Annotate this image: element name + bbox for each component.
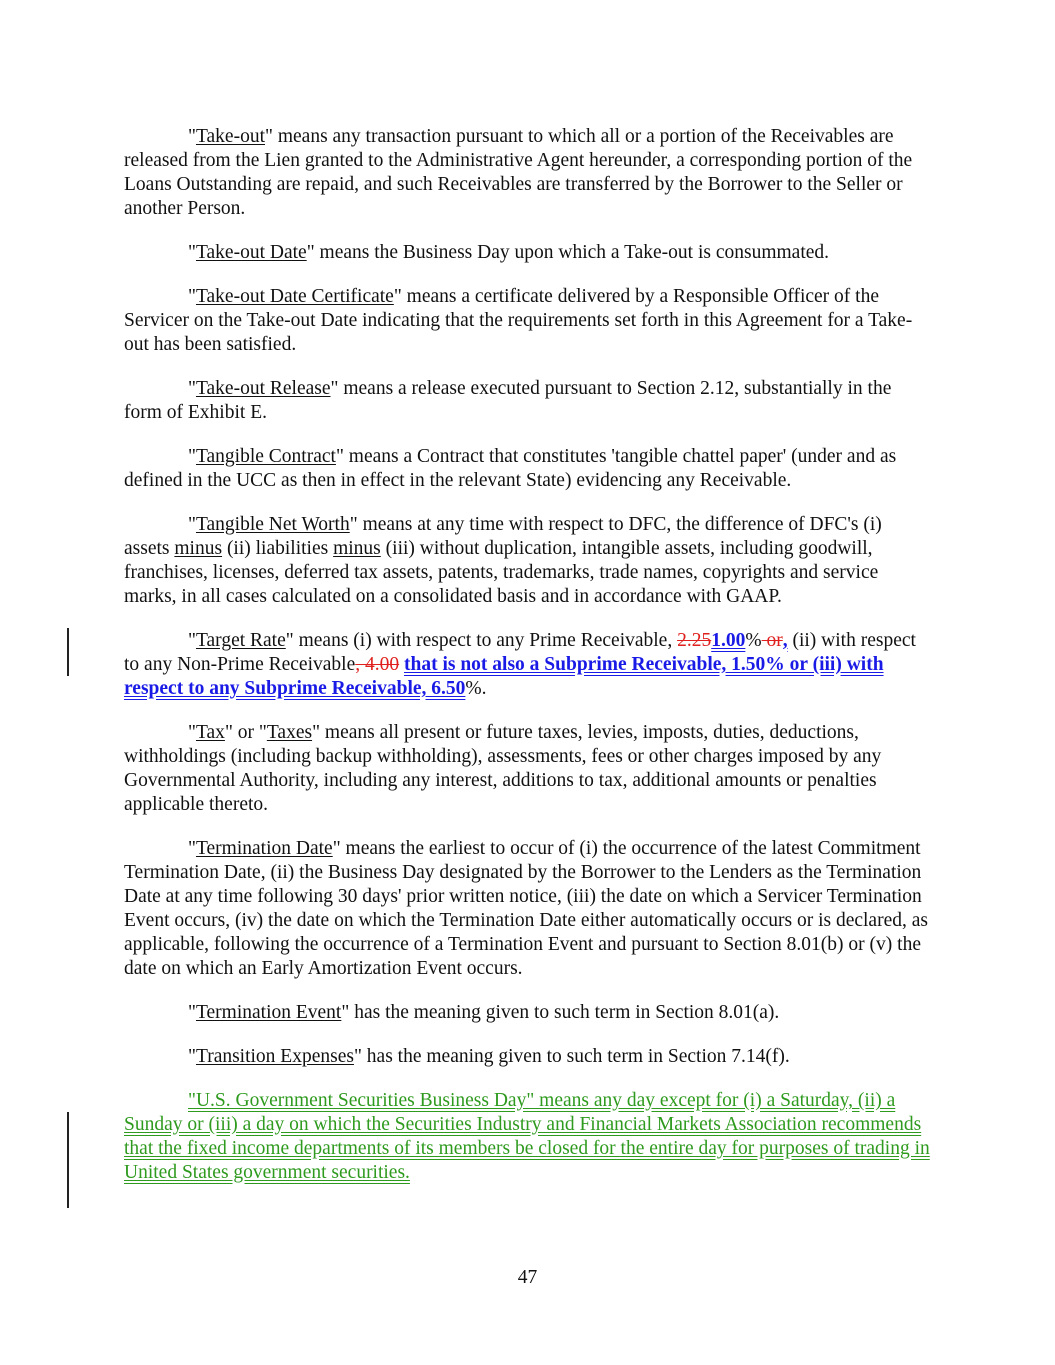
text-segment: " means at any time with respect to DFC, the difference of DFC's (i) assets xyxy=(124,514,882,559)
definition-tax xyxy=(124,721,930,817)
text-segment: % xyxy=(745,630,762,651)
inserted-text: that is not also a Subprime Receivable, 1.50% or (iii) with respect to any Subprime Receivable, 6.50 xyxy=(124,654,884,699)
defined-term: Tangible Net Worth xyxy=(195,514,350,535)
definition-target-rate xyxy=(124,629,930,701)
text-segment: " means all present or future taxes, levies, imposts, duties, deductions, withholdings (including backup withholding), assessments, fees or other charges imposed by any Governmental Authority, including any interest, additions to tax, additional amounts or penalties applicable thereto. xyxy=(124,722,882,815)
definition-take-out-release xyxy=(124,377,930,425)
text-segment: " xyxy=(188,722,196,743)
text-segment: " xyxy=(188,1002,196,1023)
defined-term: Take-out Date Certificate xyxy=(195,286,394,307)
text-segment: " means (i) with respect to any Prime Receivable, xyxy=(285,630,678,651)
defined-term: Termination Event xyxy=(195,1002,342,1023)
inserted-text: 1.00 xyxy=(711,630,746,651)
defined-term: minus xyxy=(174,538,223,559)
text-segment: %. xyxy=(465,678,487,699)
text-segment: " xyxy=(188,378,196,399)
text-segment: (iii) without duplication, intangible assets, including goodwill, franchises, licenses, deferred tax assets, patents, trademarks, trade names, copyrights and service marks, in all cases calculated on a consolidated basis and in accordance with GAAP. xyxy=(124,538,879,607)
defined-term: Tax xyxy=(195,722,225,743)
definition-tangible-net-worth xyxy=(124,513,930,609)
text-segment: " or " xyxy=(224,722,267,743)
definition-take-out-date xyxy=(124,241,930,265)
deleted-text: or xyxy=(761,630,783,651)
defined-term: Transition Expenses xyxy=(195,1046,354,1067)
text-segment: " means a release executed pursuant to Section 2.12, substantially in the form of Exhibit E. xyxy=(124,378,892,423)
defined-term: Take-out Date xyxy=(195,242,307,263)
inserted-text: , xyxy=(782,630,788,651)
deleted-text: 2.25 xyxy=(677,630,712,651)
defined-term: Tangible Contract xyxy=(195,446,336,467)
text-segment: " xyxy=(188,242,196,263)
text-segment: " has the meaning given to such term in Section 8.01(a). xyxy=(341,1002,780,1023)
definition-termination-event xyxy=(124,1001,930,1025)
change-bar-target-rate xyxy=(67,628,69,676)
text-segment: " means a certificate delivered by a Responsible Officer of the Servicer on the Take-out Date indicating that the requirements set forth in this Agreement for a Take-out has been satisfied. xyxy=(124,286,913,355)
inserted-definition-text: "U.S. Government Securities Business Day" means any day except for (i) a Saturday, (ii) a Sunday or (iii) a day on which the Securities Industry and Financial Markets Association recommends that the fixed income departments of its members be closed for the entire day for purposes of trading in United States government securities. xyxy=(124,1090,930,1183)
definition-us-government-securities-business-day xyxy=(124,1089,930,1185)
text-segment: " xyxy=(188,1046,196,1067)
text-segment: " has the meaning given to such term in Section 7.14(f). xyxy=(353,1046,790,1067)
text-segment: " means a Contract that constitutes 'tangible chattel paper' (under and as defined in the UCC as then in effect in the relevant State) evidencing any Receivable. xyxy=(124,446,897,491)
text-segment: " means the Business Day upon which a Take-out is consummated. xyxy=(306,242,830,263)
text-segment: (ii) liabilities xyxy=(222,538,334,559)
text-segment: (ii) with respect to any Non-Prime Receivable xyxy=(124,630,916,675)
defined-term: Termination Date xyxy=(195,838,333,859)
document-body xyxy=(124,125,930,1205)
defined-term: Target Rate xyxy=(195,630,286,651)
defined-term: Take-out xyxy=(195,126,265,147)
text-segment: " xyxy=(188,446,196,467)
deleted-text: , 4.00 xyxy=(355,654,400,675)
definition-take-out xyxy=(124,125,930,221)
definition-tangible-contract xyxy=(124,445,930,493)
text-segment: " xyxy=(188,514,196,535)
text-segment: " xyxy=(188,126,196,147)
text-segment: " xyxy=(188,838,196,859)
defined-term: minus xyxy=(333,538,381,559)
change-bar-us-government-securities xyxy=(67,1112,69,1208)
page-number: 47 xyxy=(517,1267,538,1288)
text-segment: " means any transaction pursuant to which all or a portion of the Receivables are released from the Lien granted to the Administrative Agent hereunder, a corresponding portion of the Loans Outstanding are repaid, and such Receivables are transferred by the Borrower to the Seller or another Person. xyxy=(124,126,913,219)
definition-take-out-date-certificate xyxy=(124,285,930,357)
text-segment: " means the earliest to occur of (i) the occurrence of the latest Commitment Termination Date, (ii) the Business Day designated by the Borrower to the Lenders as the Termination Date at any time following 30 days' prior written notice, (iii) the date on which a Servicer Termination Event occurs, (iv) the date on which the Termination Date either automatically occurs or is declared, as applicable, following the occurrence of a Termination Event and pursuant to Section 8.01(b) or (v) the date on which an Early Amortization Event occurs. xyxy=(124,838,928,979)
text-segment: " xyxy=(188,630,196,651)
defined-term: Taxes xyxy=(266,722,313,743)
definition-transition-expenses xyxy=(124,1045,930,1069)
text-segment: " xyxy=(188,286,196,307)
definition-termination-date xyxy=(124,837,930,981)
defined-term: Take-out Release xyxy=(195,378,331,399)
